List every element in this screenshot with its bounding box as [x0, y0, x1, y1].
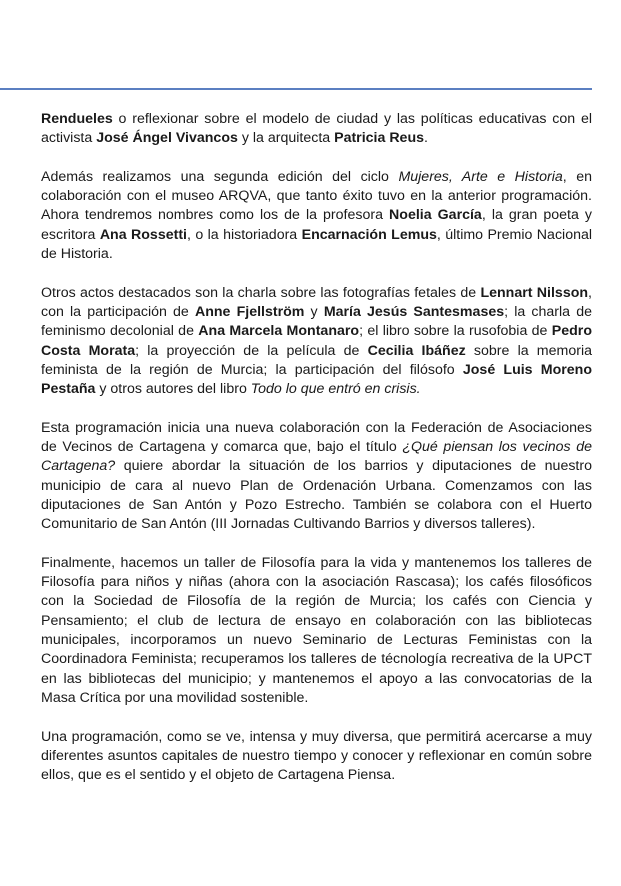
bold-name: Pedro Costa Morata: [41, 323, 592, 359]
text-run: ; la charla de feminismo decolonial de: [41, 303, 592, 340]
paragraph-2: [41, 168, 592, 264]
text-run: Además realizamos una segunda edición del ciclo: [41, 168, 399, 185]
bold-name: Lennart Nilsson: [480, 284, 589, 301]
text-run: y otros autores del libro: [95, 381, 251, 398]
text-run: .: [424, 130, 428, 147]
italic-title: ¿Qué piensan los vecinos de Cartagena?: [41, 439, 592, 475]
body-text: [41, 110, 592, 805]
text-run: Esta programación inicia una nueva colaboración con la Federación de Asociaciones de Vecinos de Cartagena y comarca que, bajo el título: [41, 419, 592, 456]
paragraph-1: [41, 110, 592, 149]
text-run: sobre la memoria feminista de la región de Murcia; la participación del filósofo: [41, 342, 592, 378]
italic-title: Mujeres, Arte e Historia: [398, 168, 563, 185]
bold-name: José Luis Moreno Pestaña: [41, 361, 592, 398]
text-run: quiere abordar la situación de los barrios y diputaciones de nuestro municipio de cara al nuevo Plan de Ordenación Urbana. Comenzamos con las diputaciones de San Antón y Pozo Estrecho. También se colabora con el Huerto Comunitario de San Antón (III Jornadas Cultivando Barrios y diversos talleres).: [41, 458, 592, 533]
bold-name: Cecilia Ibáñez: [367, 342, 466, 359]
text-run: , con la participación de: [41, 284, 592, 320]
text-run: , último Premio Nacional de Historia.: [41, 226, 593, 263]
paragraph-5: [41, 554, 592, 708]
bold-name: Patricia Reus: [334, 130, 425, 147]
text-run: y la arquitecta: [237, 130, 335, 147]
bold-name: José Ángel Vivancos: [96, 130, 238, 147]
text-run: y: [304, 303, 324, 320]
text-run: ; el libro sobre la rusofobia de: [359, 323, 552, 340]
bold-name: María Jesús Santesmases: [323, 303, 505, 320]
text-run: ; la proyección de la película de: [135, 342, 368, 359]
header-rule: [0, 88, 592, 90]
text-run: Una programación, como se ve, intensa y muy diversa, que permitirá acercarse a muy diferentes asuntos capitales de nuestro tiempo y conocer y reflexionar en común sobre ellos, que es el sentido y el objeto de Cartagena Piensa.: [41, 728, 592, 784]
bold-name: Encarnación Lemus: [301, 226, 437, 243]
italic-title: Todo lo que entró en crisis.: [250, 381, 421, 398]
bold-name: Ana Marcela Montanaro: [198, 323, 360, 340]
paragraph-3: [41, 284, 592, 400]
text-run: , la gran poeta y escritora: [41, 207, 592, 243]
text-run: , o la historiadora: [187, 226, 302, 243]
bold-name: Noelia García: [389, 207, 482, 224]
paragraph-6: [41, 728, 592, 786]
text-run: Finalmente, hacemos un taller de Filosofía para la vida y mantenemos los talleres de Filosofía para niños y niñas (ahora con la asociación Rascasa); los cafés filosóficos con la Sociedad de Filosofía de la región de Murcia; los cafés con Ciencia y Pensamiento; el club de lectura de ensayo en colaboración con las bibliotecas municipales, incorporamos un nuevo Seminario de Lecturas Feministas con la Coordinadora Feminista; recuperamos los talleres de técnología recreativa de la UPCT en las bibliotecas del municipio; y mantenemos el apoyo a las convocatorias de la Masa Crítica por una movilidad sostenible.: [41, 554, 592, 706]
text-run: , en colaboración con el museo ARQVA, que tanto éxito tuvo en la anterior programación. Ahora tendremos nombres como los de la profesora: [41, 168, 592, 224]
bold-name: Ana Rossetti: [99, 226, 187, 243]
paragraph-4: [41, 419, 592, 535]
text-run: o reflexionar sobre el modelo de ciudad y las políticas educativas con el activista: [41, 111, 592, 147]
text-run: Otros actos destacados son la charla sobre las fotografías fetales de: [41, 284, 481, 301]
bold-name: Rendueles: [41, 111, 113, 127]
bold-name: Anne Fjellström: [194, 303, 305, 320]
